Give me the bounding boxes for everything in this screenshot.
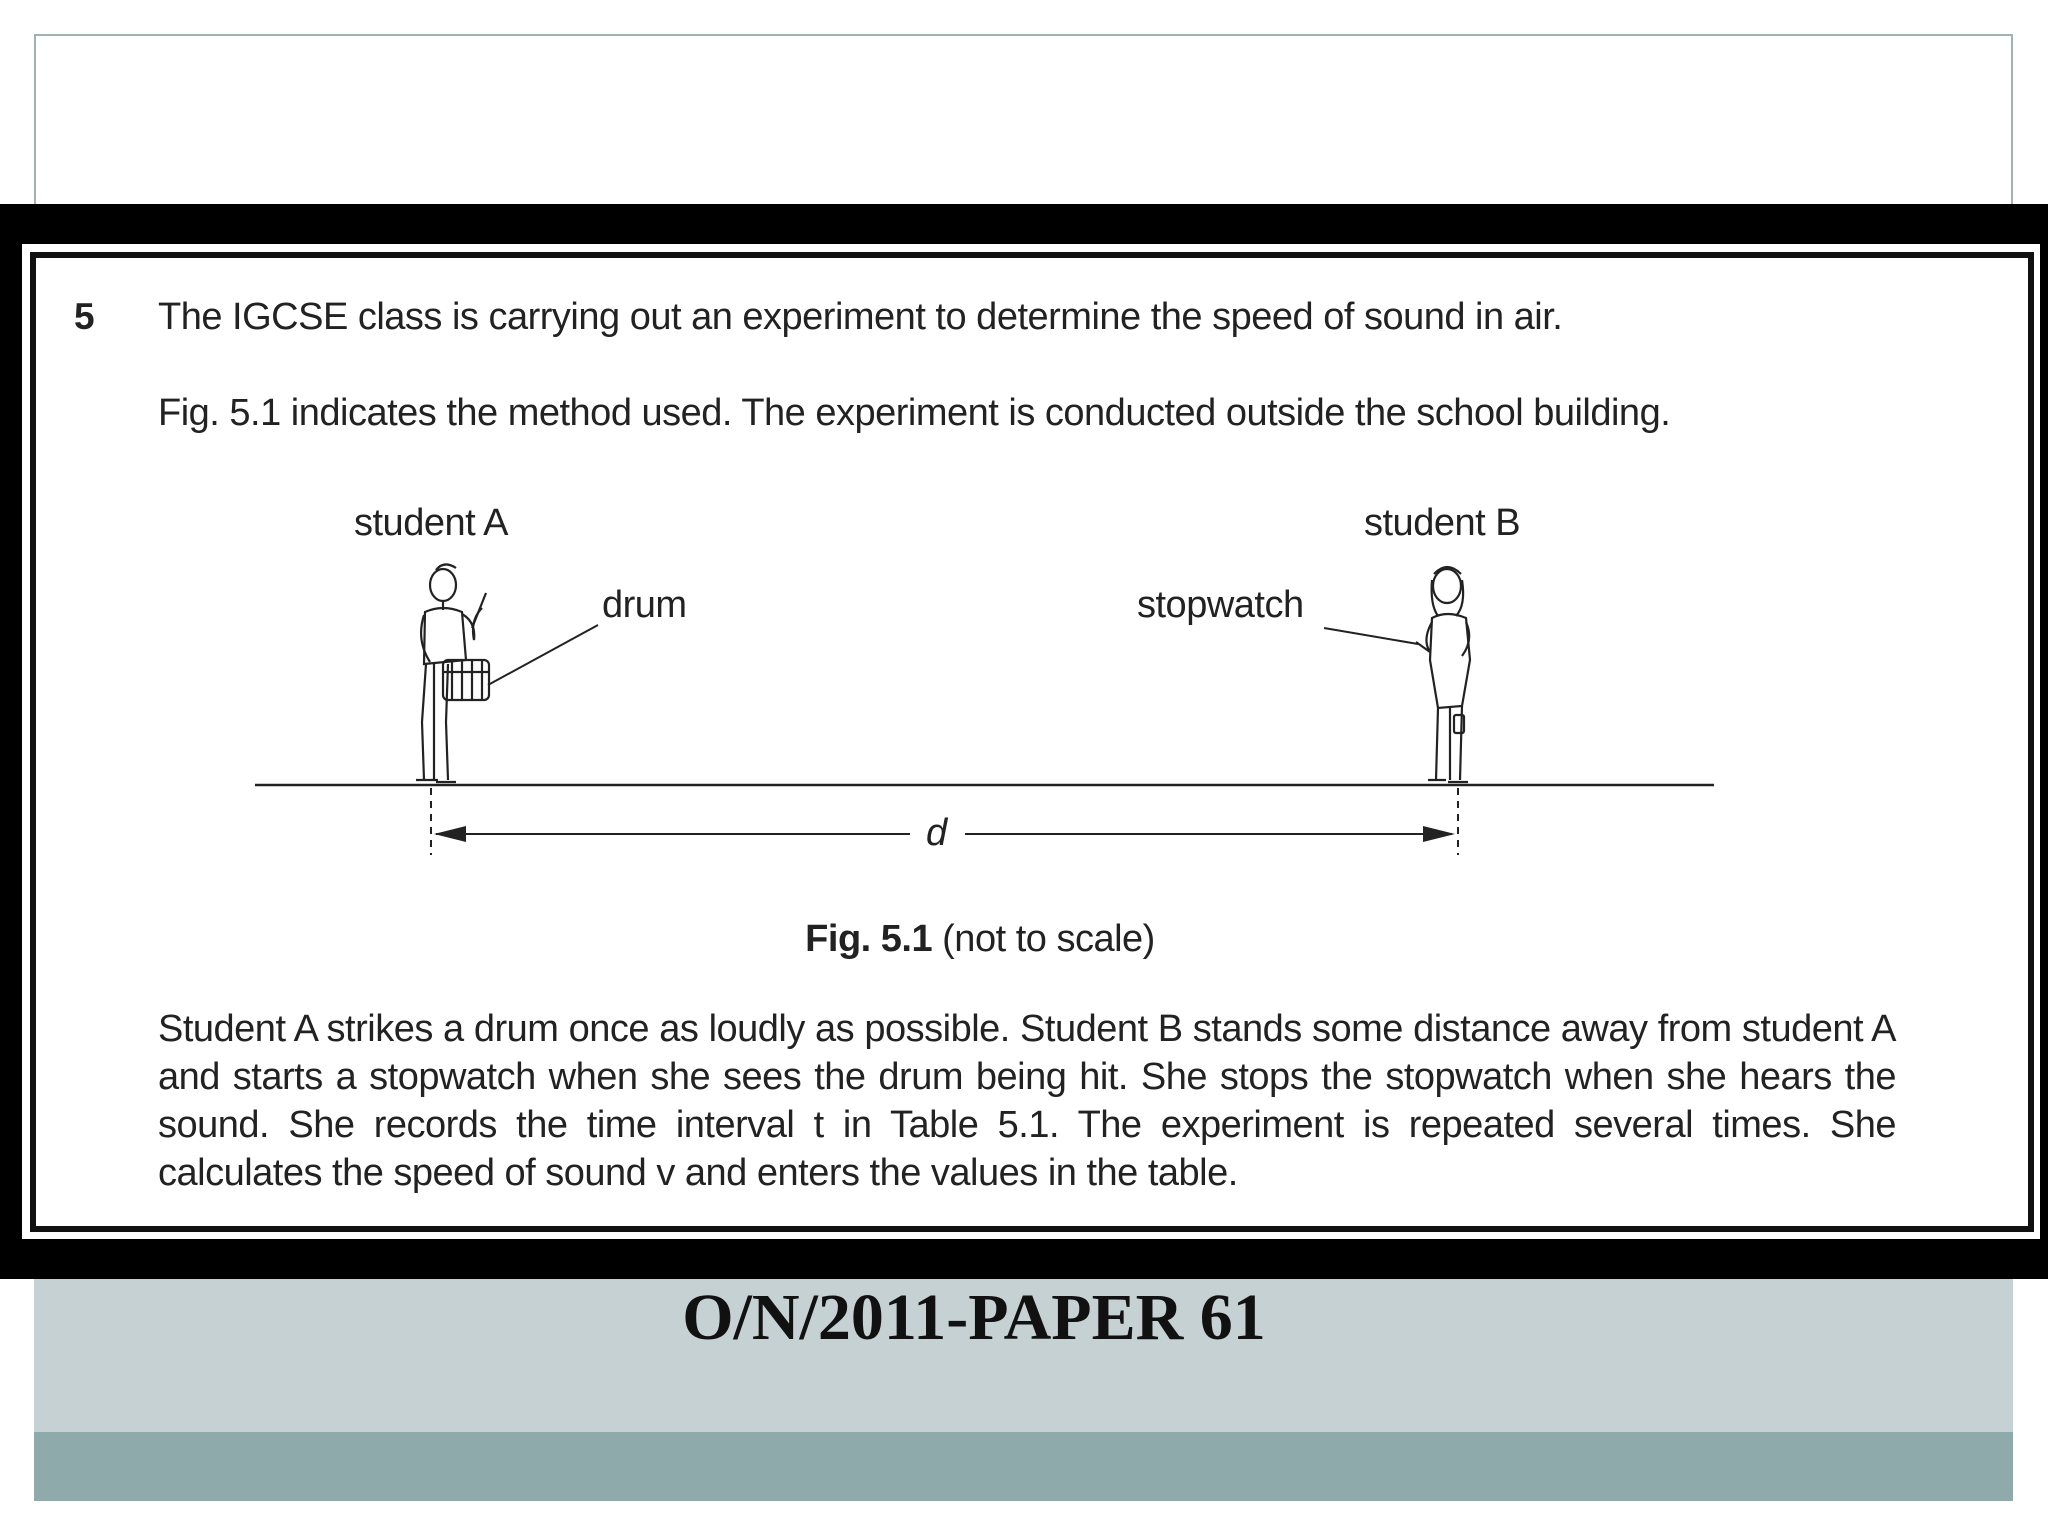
student-a-label: student A	[354, 502, 508, 544]
figure-caption-note: (not to scale)	[932, 918, 1155, 960]
stopwatch-label: stopwatch	[1137, 584, 1304, 626]
figure-caption	[0, 918, 1960, 961]
student-b-figure	[1416, 567, 1470, 782]
drum-pointer	[488, 625, 598, 685]
arrowhead-right	[1423, 826, 1455, 842]
question-method: Fig. 5.1 indicates the method used. The experiment is conducted outside the school building.	[158, 392, 1671, 434]
arrowhead-left	[434, 826, 466, 842]
student-b-label: student B	[1364, 502, 1521, 544]
question-number: 5	[74, 296, 95, 337]
paper-reference-title: O/N/2011-PAPER 61	[682, 1281, 1266, 1354]
drum-label: drum	[602, 584, 687, 626]
figure-caption-number: Fig. 5.1	[805, 918, 933, 960]
student-a-figure	[416, 564, 489, 782]
distance-label: d	[926, 812, 947, 854]
stopwatch-pointer	[1324, 628, 1418, 644]
experiment-description: Student A strikes a drum once as loudly as possible. Student B stands some distance away from student A and starts a stopwatch when she sees the drum being hit. She stops the stopwatch when she hears the sound. She records the time interval t in Table 5.1. The experiment is repeated several times. She calculates the speed of sound v and enters the values in the table.	[158, 1008, 1896, 1194]
question-intro: The IGCSE class is carrying out an experiment to determine the speed of sound in air.	[158, 296, 1563, 338]
